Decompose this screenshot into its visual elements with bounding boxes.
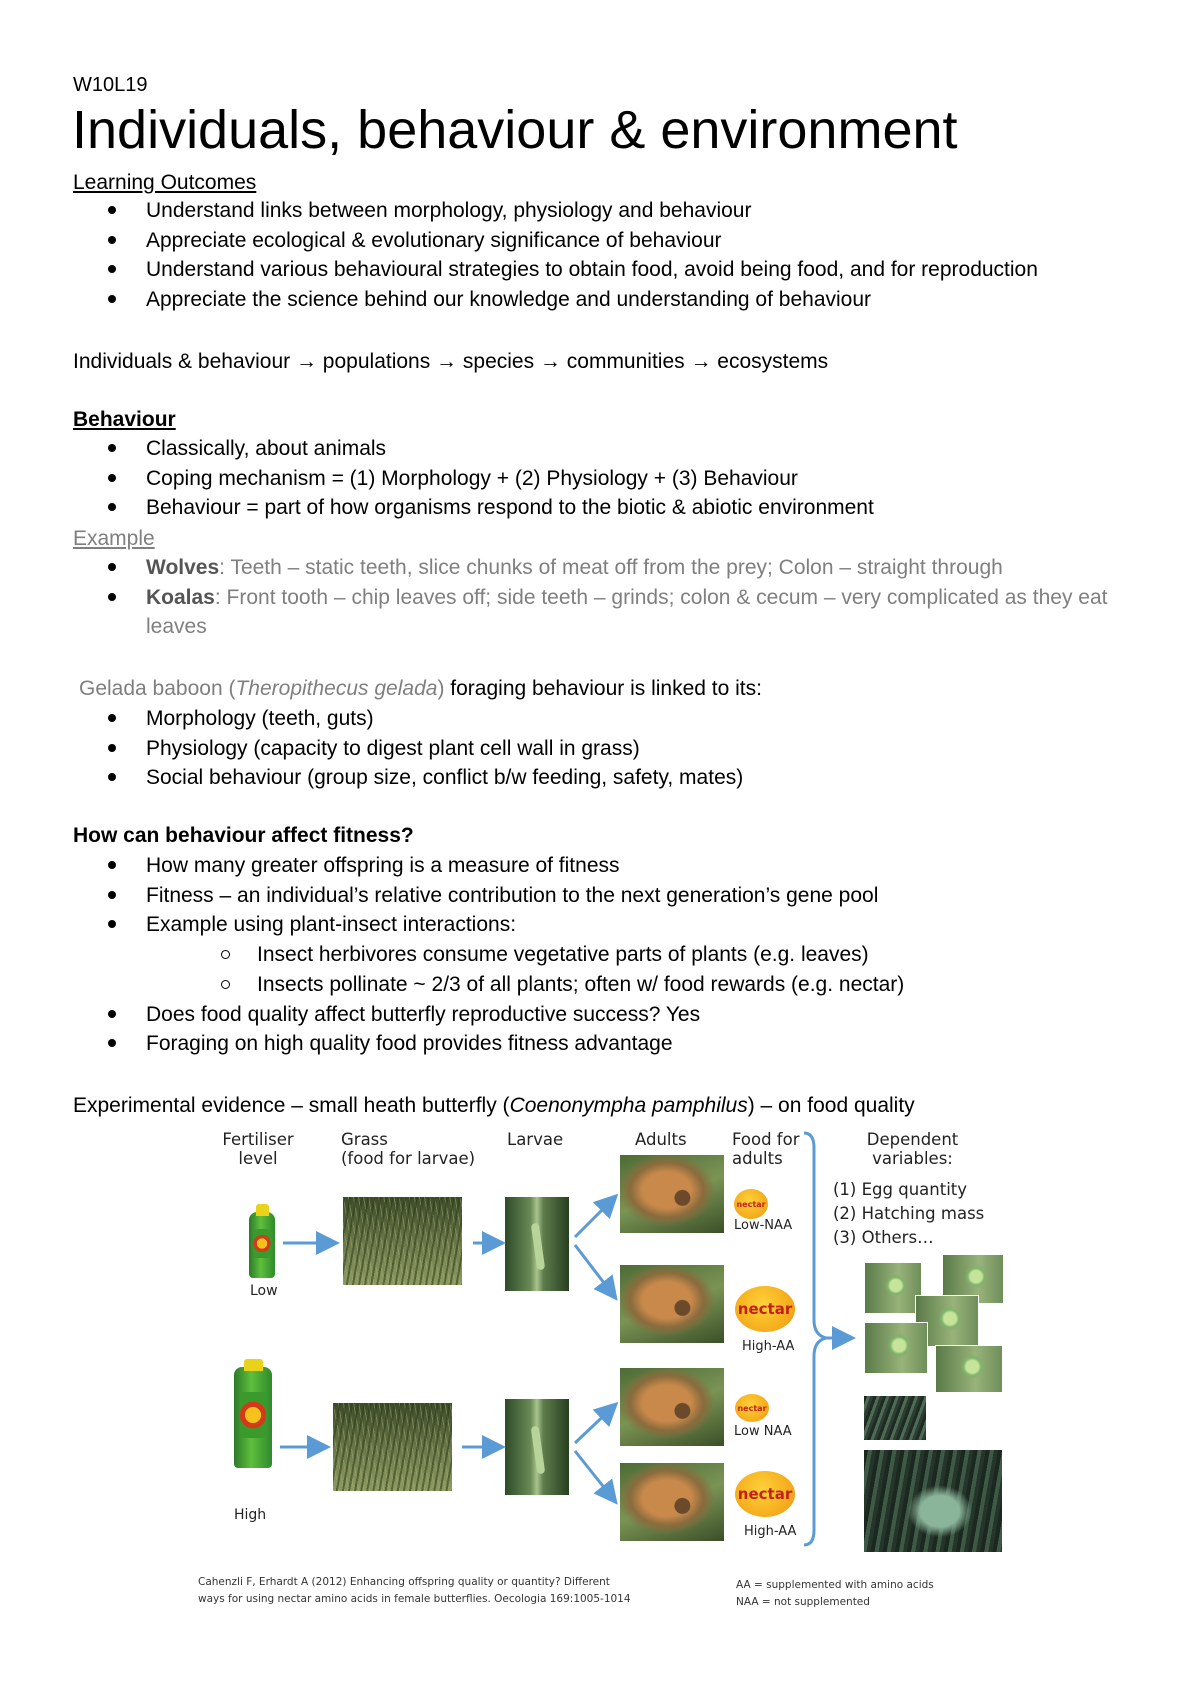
list-item: Understand links between morphology, physiology and behaviour [108, 196, 1038, 226]
list-item: Coping mechanism = (1) Morphology + (2) Physiology + (3) Behaviour [108, 464, 874, 494]
list-item: Insect herbivores consume vegetative parts of plants (e.g. leaves) [221, 940, 904, 970]
list-item: (1) Egg quantity [833, 1180, 968, 1199]
arrow-icon [575, 1406, 614, 1443]
list-item: Classically, about animals [108, 434, 874, 464]
nectar-large-icon: nectar [735, 1286, 795, 1332]
col-grass: Grass (food for larvae) [341, 1130, 476, 1168]
figure-citation: Cahenzli F, Erhardt A (2012) Enhancing offspring quality or quantity? Different ways for using nectar amino acids in female butterflies. Oecologia 169:1005-1014 [198, 1576, 631, 1605]
list-item: Appreciate ecological & evolutionary significance of behaviour [108, 226, 1038, 256]
col-fertiliser: Fertiliser level [222, 1130, 294, 1168]
list-item: Fitness – an individual’s relative contribution to the next generation’s gene pool [108, 881, 904, 911]
list-item: How many greater offspring is a measure of fitness [108, 851, 904, 881]
list-item: Insects pollinate ~ 2/3 of all plants; often w/ food rewards (e.g. nectar) [221, 970, 904, 1000]
list-item: (2) Hatching mass [833, 1204, 985, 1223]
list-item: Social behaviour (group size, conflict b/w feeding, safety, mates) [108, 763, 743, 793]
dependent-variables-title: Dependent variables: [866, 1130, 959, 1168]
arrow-icon [575, 1198, 614, 1237]
food-label-4: High-AA [744, 1524, 797, 1539]
learning-outcomes-heading: Learning Outcomes [73, 171, 257, 194]
example-heading: Example [73, 527, 155, 550]
list-item: Does food quality affect butterfly reproductive success? Yes [108, 1000, 904, 1030]
experiment-heading: Experimental evidence – small heath butterfly (Coenonympha pamphilus) – on food quality [73, 1094, 915, 1117]
list-item: Morphology (teeth, guts) [108, 704, 743, 734]
list-item: Understand various behavioural strategies to obtain food, avoid being food, and for reproduction [108, 255, 1038, 285]
nectar-small-icon: nectar [734, 1189, 768, 1219]
arrow-icon [575, 1245, 614, 1296]
nectar-large-icon: nectar [735, 1471, 795, 1517]
page-title: Individuals, behaviour & environment [72, 100, 958, 160]
list-item: Koalas: Front tooth – chip leaves off; side teeth – grinds; colon & cecum – very complicated as they eat leaves [108, 583, 1146, 642]
col-food: Food for adults [732, 1130, 800, 1168]
list-item: Example using plant-insect interactions: Insect herbivores consume vegetative parts of plants (e.g. leaves) Insects pollinate ~ 2/3 of all plants; often w/ food rewards (e.g. nectar) [108, 910, 904, 1000]
fertiliser-low-label: Low [250, 1283, 278, 1299]
list-item: Appreciate the science behind our knowledge and understanding of behaviour [108, 285, 1038, 315]
behaviour-heading: Behaviour [73, 408, 176, 431]
nectar-small-icon: nectar [735, 1394, 769, 1422]
figure-legend-note: AA = supplemented with amino acids NAA = not supplemented [736, 1579, 934, 1608]
food-label-1: Low-NAA [734, 1218, 793, 1233]
fertiliser-high-label: High [234, 1507, 267, 1523]
gelada-intro: Gelada baboon (Theropithecus gelada) foraging behaviour is linked to its: [79, 677, 762, 700]
list-item: Foraging on high quality food provides fitness advantage [108, 1029, 904, 1059]
col-larvae: Larvae [507, 1130, 564, 1149]
bracket-icon [804, 1133, 826, 1545]
list-item: Physiology (capacity to digest plant cell wall in grass) [108, 734, 743, 764]
list-item: (3) Others… [833, 1228, 934, 1247]
food-label-2: High-AA [742, 1339, 795, 1354]
fitness-heading: How can behaviour affect fitness? [73, 824, 414, 847]
food-label-3: Low NAA [734, 1424, 792, 1439]
lecture-code: W10L19 [73, 74, 148, 96]
arrow-icon [575, 1451, 614, 1500]
list-item: Behaviour = part of how organisms respond to the biotic & abiotic environment [108, 493, 874, 523]
hierarchy-line: Individuals & behaviour → populations → species → communities → ecosystems [73, 350, 829, 373]
list-item: Wolves: Teeth – static teeth, slice chunks of meat off from the prey; Colon – straight through [108, 553, 1146, 583]
col-adults: Adults [635, 1130, 687, 1149]
